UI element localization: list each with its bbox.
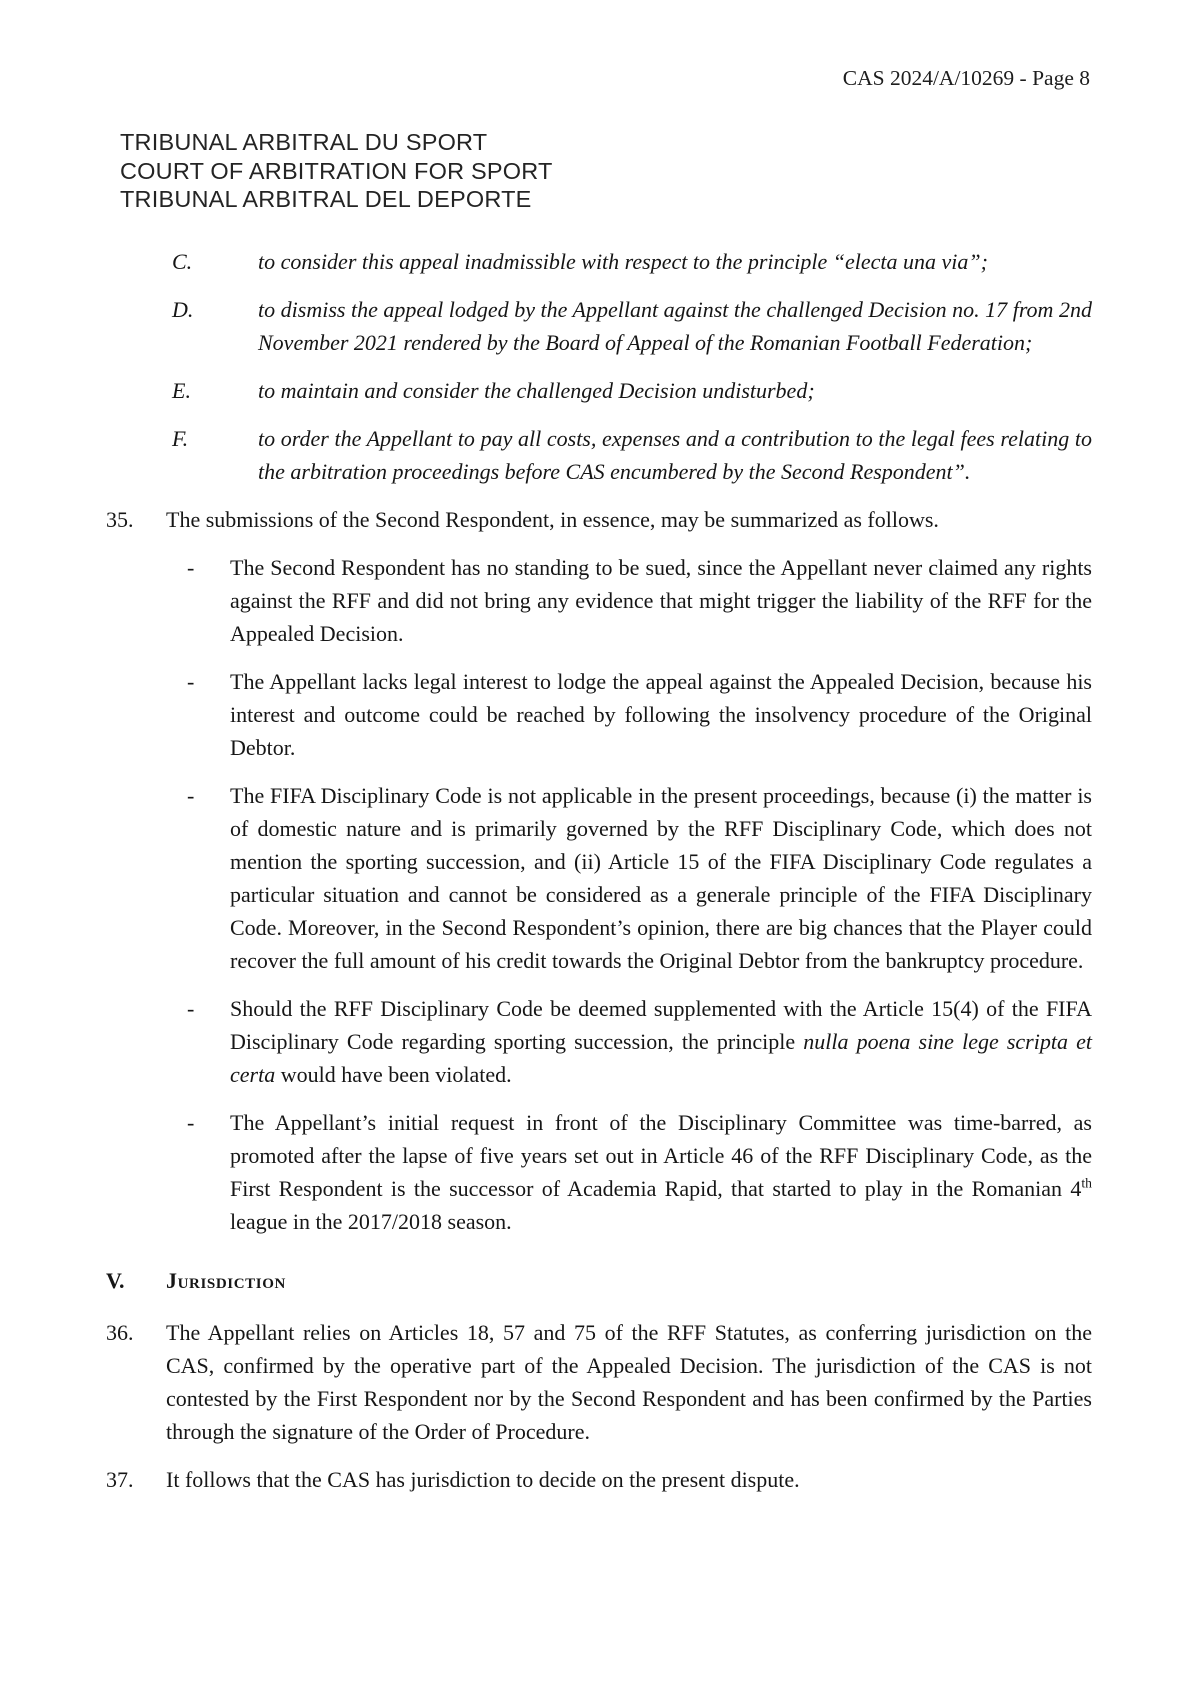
request-label: D. [172,297,194,322]
bullet-text-segment: would have been violated. [275,1062,512,1087]
bullet-marker: - [187,783,195,808]
request-item-e [106,374,1092,407]
letterhead-line-spanish: TRIBUNAL ARBITRAL DEL DEPORTE [120,186,532,212]
paragraph-number: 35. [106,507,134,532]
paragraph-36 [106,1316,1092,1448]
bullet-marker: - [187,555,195,580]
paragraph-35 [106,503,1092,536]
request-text: to consider this appeal inadmissible with respect to the principle “electa una via”; [258,249,988,274]
submission-bullet-1 [106,551,1092,650]
letterhead-line-french: TRIBUNAL ARBITRAL DU SPORT [120,129,488,155]
bullet-marker: - [187,669,195,694]
submission-bullet-3 [106,779,1092,977]
ordinal-suffix: th [1081,1175,1092,1191]
bullet-text [230,992,1092,1091]
latin-principle-phrase: nulla poena sine lege scripta et certa [230,1029,1092,1087]
bullet-marker: - [187,1110,195,1135]
request-label: E. [172,378,191,403]
section-title: Jurisdiction [166,1268,286,1293]
paragraph-number: 37. [106,1467,134,1492]
paragraph-text: It follows that the CAS has jurisdiction to decide on the present dispute. [166,1467,800,1492]
bullet-text: The Appellant lacks legal interest to lodge the appeal against the Appealed Decision, because his interest and outcome could be reached by following the insolvency procedure of the Original Debtor. [230,669,1092,760]
bullet-text: The FIFA Disciplinary Code is not applicable in the present proceedings, because (i) the matter is of domestic nature and is primarily governed by the RFF Disciplinary Code, which does not mention the sporting succession, and (ii) Article 15 of the FIFA Disciplinary Code regulates a particular situation and cannot be considered as a generale principle of the FIFA Disciplinary Code. Moreover, in the Second Respondent’s opinion, there are big chances that the Player could recover the full amount of his credit towards the Original Debtor from the bankruptcy procedure. [230,783,1092,973]
document-body [106,245,1092,1496]
request-text: to order the Appellant to pay all costs, expenses and a contribution to the legal fees relating to the arbitration proceedings before CAS encumbered by the Second Respondent”. [258,426,1092,484]
request-label: C. [172,249,193,274]
paragraph-text: The Appellant relies on Articles 18, 57 and 75 of the RFF Statutes, as conferring jurisdiction on the CAS, confirmed by the operative part of the Appealed Decision. The jurisdiction of the CAS is not contested by the First Respondent nor by the Second Respondent and has been confirmed by the Parties through the signature of the Order of Procedure. [166,1320,1092,1444]
bullet-text-segment: The Appellant’s initial request in front of the Disciplinary Committee was time-barred, as promoted after the lapse of five years set out in Article 46 of the RFF Disciplinary Code, as the First Respondent is the successor of Academia Rapid, that started to play in the Romanian [230,1110,1092,1201]
request-item-d [106,293,1092,359]
letterhead [120,128,553,214]
section-heading-jurisdiction [106,1264,1092,1297]
bullet-marker: - [187,996,195,1021]
request-label: F. [172,426,189,451]
bullet-text-segment: league in the 2017/2018 season. [230,1209,512,1234]
request-item-f [106,422,1092,488]
bullet-text-segment: Should the RFF Disciplinary Code be deemed supplemented with the Article 15(4) of the FIFA Disciplinary Code regarding sporting succession, the principle [230,996,1092,1054]
paragraph-37 [106,1463,1092,1496]
paragraph-number: 36. [106,1320,134,1345]
bullet-text [230,1106,1092,1238]
paragraph-text: The submissions of the Second Respondent, in essence, may be summarized as follows. [166,507,939,532]
submission-bullet-4 [106,992,1092,1091]
request-text: to maintain and consider the challenged Decision undisturbed; [258,378,815,403]
request-item-c [106,245,1092,278]
submission-bullet-2 [106,665,1092,764]
bullet-text: The Second Respondent has no standing to be sued, since the Appellant never claimed any rights against the RFF and did not bring any evidence that might trigger the liability of the RFF for the Appealed Decision. [230,555,1092,646]
ordinal-number: 4 [1070,1176,1082,1201]
letterhead-line-english: COURT OF ARBITRATION FOR SPORT [120,157,553,184]
case-reference: CAS 2024/A/10269 - Page 8 [842,66,1090,90]
request-text: to dismiss the appeal lodged by the Appellant against the challenged Decision no. 17 from 2nd November 2021 rendered by the Board of Appeal of the Romanian Football Federation; [258,297,1092,355]
section-number: V. [106,1268,125,1293]
submission-bullet-5 [106,1106,1092,1238]
